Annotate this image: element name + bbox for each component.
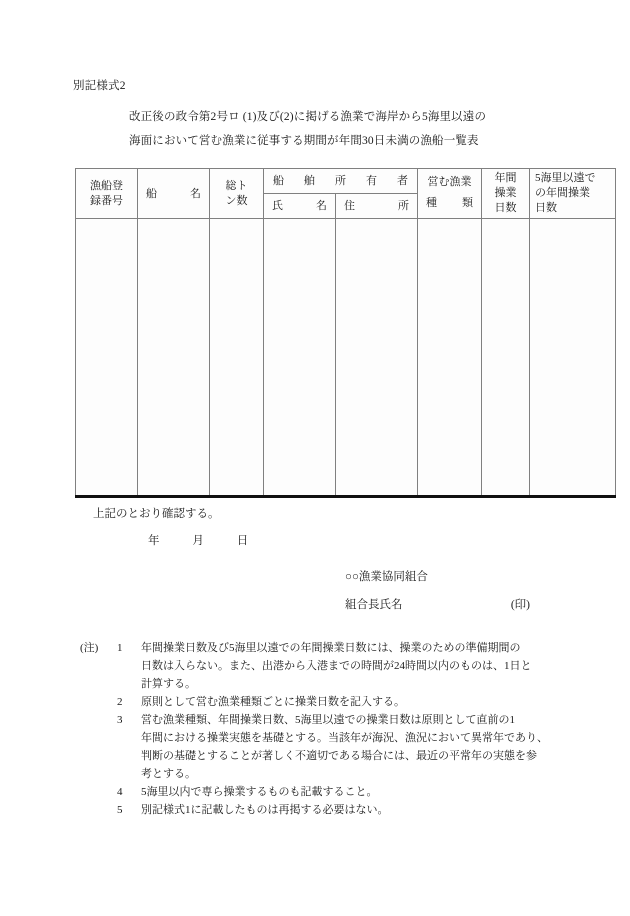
cell-offshore-annual-operating-days[interactable] bbox=[530, 219, 616, 497]
annual-days-line3: 日数 bbox=[494, 202, 517, 214]
annual-days-line1: 年間 bbox=[494, 172, 517, 184]
document-title bbox=[129, 105, 559, 153]
note-item bbox=[80, 640, 560, 657]
note-text: 年間操業日数及び5海里以遠での年間操業日数には、操業のための準備期間の bbox=[141, 642, 521, 654]
gross-tonnage-line1: 総ト bbox=[225, 179, 248, 192]
note-text: 5海里以内で専ら操業するものも記載すること。 bbox=[141, 786, 378, 798]
owner-address-left: 住 bbox=[344, 200, 355, 212]
annual-days-line2: 操業 bbox=[494, 187, 517, 199]
organization-name: ○○漁業協同組合 bbox=[345, 571, 428, 583]
form-code-label: 別記様式2 bbox=[73, 80, 126, 92]
title-line-1: 改正後の政令第2号ロ (1)及び(2)に掲げる漁業で海岸から5海里以遠の bbox=[129, 111, 487, 123]
note-item bbox=[80, 712, 560, 729]
col-header-annual-operating-days bbox=[482, 169, 530, 219]
col-header-ship-owner-group bbox=[264, 169, 418, 194]
note-text: 計算する。 bbox=[141, 678, 196, 690]
signer-row bbox=[345, 600, 530, 612]
note-number: 2 bbox=[117, 696, 123, 708]
notes-section bbox=[80, 640, 560, 820]
note-item-continuation bbox=[80, 766, 560, 783]
owner-name-right: 名 bbox=[316, 200, 327, 212]
cell-registration-number[interactable] bbox=[76, 219, 138, 497]
date-entry-line bbox=[148, 536, 248, 548]
owner-group-char-2: 舶 bbox=[304, 175, 315, 187]
cell-owner-name[interactable] bbox=[264, 219, 336, 497]
fishery-type-left: 種 bbox=[426, 197, 437, 209]
offshore-days-line1: 5海里以遠で bbox=[535, 172, 596, 184]
note-item bbox=[80, 694, 560, 711]
note-text: 原則として営む漁業種類ごとに操業日数を記入する。 bbox=[141, 696, 405, 708]
note-number: 5 bbox=[117, 804, 123, 816]
note-item bbox=[80, 802, 560, 819]
registration-number-line2: 録番号 bbox=[90, 194, 123, 207]
signer-title-label: 組合長氏名 bbox=[345, 599, 403, 611]
note-number: 4 bbox=[117, 786, 123, 798]
col-header-gross-tonnage bbox=[210, 169, 264, 219]
owner-address-right: 所 bbox=[398, 200, 409, 212]
date-day-label: 日 bbox=[236, 535, 249, 547]
note-text: 営む漁業種類、年間操業日数、5海里以遠での操業日数は原則として直前の1 bbox=[141, 714, 515, 726]
table-row-empty bbox=[76, 219, 616, 497]
gross-tonnage-line2: ン数 bbox=[225, 194, 248, 207]
offshore-days-line3: 日数 bbox=[535, 202, 557, 214]
note-item-continuation bbox=[80, 676, 560, 693]
cell-ship-name[interactable] bbox=[138, 219, 210, 497]
col-header-fishery-type bbox=[418, 169, 482, 219]
owner-group-char-1: 船 bbox=[273, 175, 284, 187]
col-header-offshore-annual-operating-days bbox=[530, 169, 616, 219]
note-text: 年間における操業実態を基礎とする。当該年が海況、漁況において異常年であり、 bbox=[141, 732, 548, 744]
registration-number-line1: 漁船登 bbox=[90, 179, 123, 192]
note-text: 別記様式1に記載したものは再掲する必要はない。 bbox=[141, 804, 389, 816]
seal-mark: (印) bbox=[510, 599, 530, 611]
owner-group-char-5: 者 bbox=[397, 175, 408, 187]
note-text: 日数は入らない。また、出港から入港までの時間が24時間以内のものは、1日と bbox=[141, 660, 532, 672]
date-year-label: 年 bbox=[148, 535, 160, 547]
cell-annual-operating-days[interactable] bbox=[482, 219, 530, 497]
cell-owner-address[interactable] bbox=[336, 219, 418, 497]
cell-fishery-type[interactable] bbox=[418, 219, 482, 497]
offshore-days-line2: の年間操業 bbox=[535, 187, 590, 199]
col-header-ship-name bbox=[138, 169, 210, 219]
vessel-list-table bbox=[75, 168, 616, 498]
cell-gross-tonnage[interactable] bbox=[210, 219, 264, 497]
note-item bbox=[80, 784, 560, 801]
note-item-continuation bbox=[80, 658, 560, 675]
notes-label: (注) bbox=[80, 642, 99, 654]
title-line-2: 海面において営む漁業に従事する期間が年間30日未満の漁船一覧表 bbox=[129, 135, 479, 147]
col-header-registration-number bbox=[76, 169, 138, 219]
owner-group-char-4: 有 bbox=[366, 175, 377, 187]
owner-name-left: 氏 bbox=[272, 200, 283, 212]
note-number: 3 bbox=[117, 714, 123, 726]
fishery-type-line1: 営む漁業 bbox=[427, 176, 472, 188]
confirmation-statement: 上記のとおり確認する。 bbox=[93, 508, 220, 520]
ship-name-right: 名 bbox=[190, 187, 201, 200]
col-header-owner-name bbox=[264, 194, 336, 219]
note-text: 考とする。 bbox=[141, 768, 196, 780]
note-text: 判断の基礎とすることが著しく不適切である場合には、最近の平常年の実態を参 bbox=[141, 750, 537, 762]
date-month-label: 月 bbox=[192, 535, 204, 547]
note-item-continuation bbox=[80, 730, 560, 747]
ship-name-left: 船 bbox=[146, 187, 157, 200]
fishery-type-right: 類 bbox=[462, 197, 473, 209]
note-item-continuation bbox=[80, 748, 560, 765]
note-number: 1 bbox=[117, 642, 123, 654]
col-header-owner-address bbox=[336, 194, 418, 219]
table-header-row-top bbox=[76, 169, 616, 194]
owner-group-char-3: 所 bbox=[335, 175, 346, 187]
